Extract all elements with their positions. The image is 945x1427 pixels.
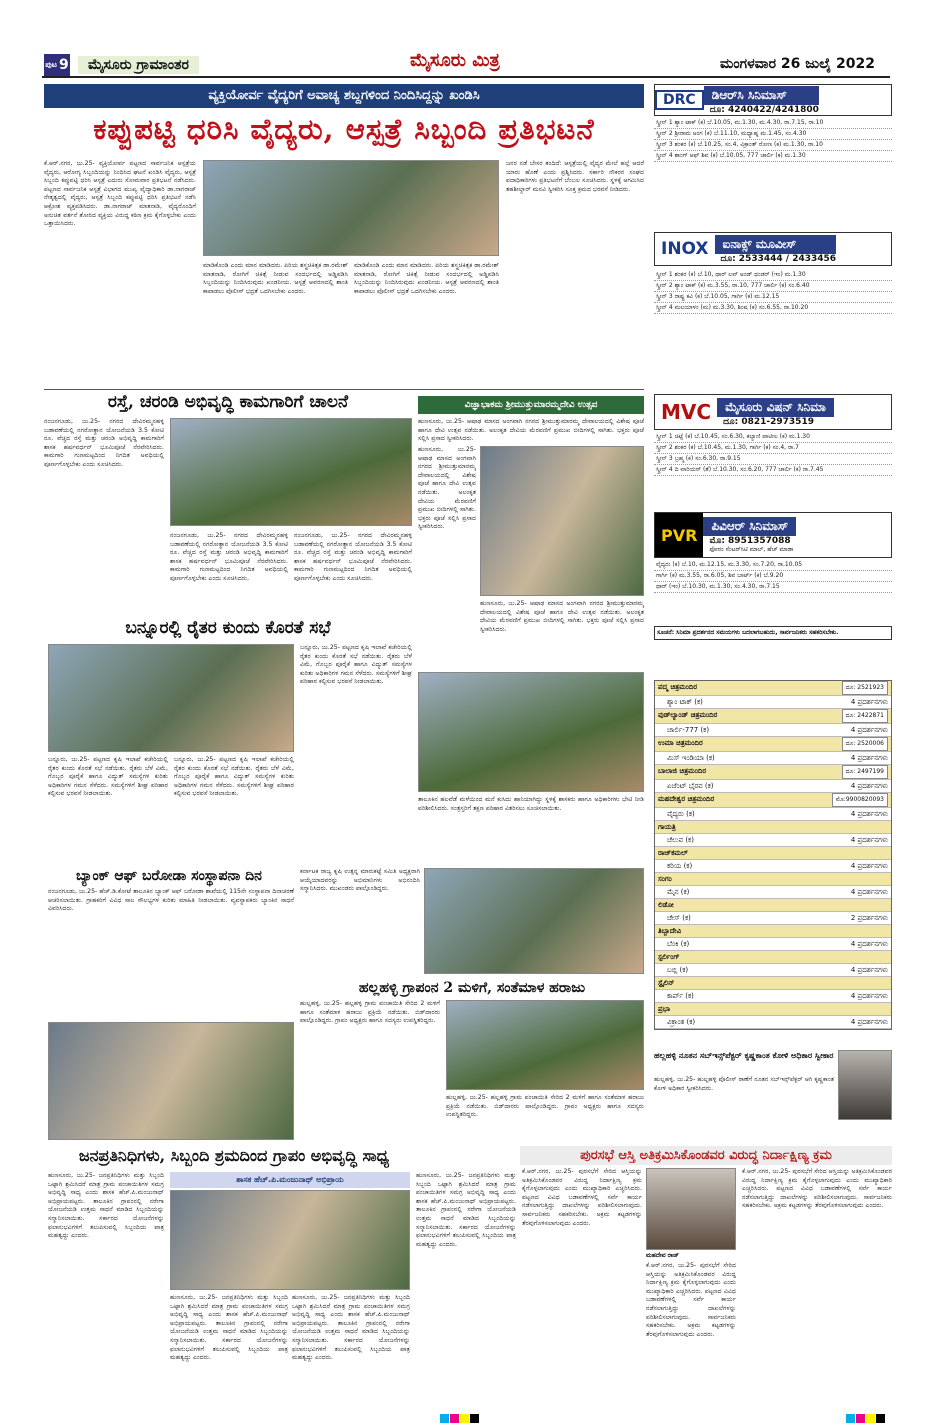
page-number: 9: [59, 57, 69, 73]
utsava-headline: ವಿಜ್ಞಾಭಾಕಮ ಶ್ರೀಮುತ್ತುಮಾರಮ್ಮದೇವಿ ಉತ್ಸವ: [418, 396, 644, 414]
theatre-name-row: [655, 873, 891, 886]
hallahalli-body: ಹುಲ್ಲಹಳ್ಳಿ, ಜು.25- ಹಲ್ಲಹಳ್ಳಿ ಗ್ರಾಮ ಪಂಚಾಯಿತಿ ಸೇರಿದ 2 ಮಳಿಗೆ ಹಾಗೂ ಸಂತೆಮಾಳ ಹರಾಜು ಪ್ರಕ್ರಿಯೆ ನಡೆಯಿತು. ಬಿಡ್‌ದಾರರು ಪಾಲ್ಗೊಂಡಿದ್ದರು. ಗ್ರಾಪಂ ಅಧ್ಯಕ್ಷರು ಹಾಗೂ ಸದಸ್ಯರು ಉಪಸ್ಥಿತರಿದ್ದರು.: [300, 1000, 440, 1025]
drc-cinema-header: [654, 84, 892, 116]
inox-cinema-header: [654, 232, 892, 266]
theatre-name: ಲಿಡೋ: [658, 901, 674, 909]
screen-row: ಥಾರ್ (ಇಂ) ಬೆ.10.30, ಮ.1.30, ಸಂ.4.30, ರಾ.7.15: [654, 582, 892, 593]
theatre-film-row: [655, 752, 891, 765]
theatre-shows: 4 ಪ್ರದರ್ಶನಗಳು: [850, 966, 888, 974]
hallahalli-body-2: ಹುಲ್ಲಹಳ್ಳಿ, ಜು.25- ಹಲ್ಲಹಳ್ಳಿ ಗ್ರಾಮ ಪಂಚಾಯಿತಿ ಸೇರಿದ 2 ಮಳಿಗೆ ಹಾಗೂ ಸಂತೆಮಾಳ ಹರಾಜು ಪ್ರಕ್ರಿಯೆ ನಡೆಯಿತು. ಬಿಡ್‌ದಾರರು ಪಾಲ್ಗೊಂಡಿದ್ದರು. ಗ್ರಾಪಂ ಅಧ್ಯಕ್ಷರು ಹಾಗೂ ಸದಸ್ಯರು ಉಪಸ್ಥಿತರಿದ್ದರು.: [446, 1094, 644, 1119]
hallahalli-headline: ಹಲ್ಲಹಳ್ಳಿ ಗ್ರಾಪಂನ 2 ಮಳಿಗೆ, ಸಂತೆಮಾಳ ಹರಾಜು: [358, 980, 586, 996]
theatre-film-row: [655, 724, 891, 737]
rain-photo: [418, 672, 644, 792]
encroach-body-2: ಕೆ.ಆರ್.ನಗರ, ಜು.25- ಪುರಸಭೆಗೆ ಸೇರಿದ ಆಸ್ತಿಯನ್ನು ಅತಿಕ್ರಮಿಸಿಕೊಂಡವರ ವಿರುದ್ಧ ನಿರ್ದಾಕ್ಷಿಣ್ಯ ಕ್ರಮ ಕೈಗೊಳ್ಳಲಾಗುವುದು ಎಂದು ಮುಖ್ಯಾಧಿಕಾರಿ ಎಚ್ಚರಿಸಿದರು. ಪಟ್ಟಣದ ವಿವಿಧ ಬಡಾವಣೆಗಳಲ್ಲಿ ಸರ್ವೆ ಕಾರ್ಯ ನಡೆಸಲಾಗುತ್ತಿದ್ದು ದಾಖಲೆಗಳನ್ನು ಪರಿಶೀಲಿಸಲಾಗುವುದು. ಸಾರ್ವಜನಿಕರು ಸಹಕರಿಸಬೇಕು. ಅಕ್ರಮ ಕಟ್ಟಡಗಳನ್ನು ತೆರವುಗೊಳಿಸಲಾಗುವುದು ಎಂದರು.: [646, 1262, 736, 1338]
theatre-name-row: [655, 1003, 891, 1016]
lead-photo: [203, 160, 499, 256]
theatre-film: ಬೆಂಕಿ (ಕ): [667, 940, 690, 948]
lead-headline: ಕಪ್ಪುಪಟ್ಟಿ ಧರಿಸಿ ವೈದ್ಯರು, ಆಸ್ಪತ್ರೆ ಸಿಬ್ಬಂದಿ ಪ್ರತಿಭಟನೆ: [93, 112, 595, 146]
theatre-name-row: [655, 793, 891, 808]
inox-name: ಐನಾಕ್ಸ್ ಮೂವೀಸ್: [715, 235, 837, 254]
theatre-phone: ದೂ: 2422871: [842, 709, 888, 723]
page-number-box: [44, 54, 70, 76]
screen-row: ಸ್ಕ್ರೀನ್ 2 ಶ್ರೀರಾಮ ಅಂಗ (ಕ) ಬೆ.11.10, ಮಧ್ಯಾಹ್ನ ಮ.1.45, ಸಂ.4.30: [654, 129, 892, 140]
bank-headline: ಬ್ಯಾಂಕ್ ಆಫ್ ಬರೋಡಾ ಸಂಸ್ಥಾಪನಾ ದಿನ: [76, 868, 262, 884]
theatre-film: ಏಜೆಂಟ್ ಭೈರವ (ಕ): [667, 782, 714, 790]
inox-screens: [654, 270, 892, 314]
theatre-shows: 4 ಪ್ರದರ್ಶನಗಳು: [850, 992, 888, 1000]
theatre-film: ಚೇಸ್ (ಕ): [667, 914, 691, 922]
farmers-body-2: ಬನ್ನೂರು, ಜು.25- ಪಟ್ಟಣದ ಕೃಷಿ ಇಲಾಖೆ ಕಚೇರಿಯಲ್ಲಿ ರೈತರ ಕುಂದು ಕೊರತೆ ಸಭೆ ನಡೆಯಿತು. ರೈತರು ಬೆಳೆ ವಿಮೆ, ಗೊಬ್ಬರ ಪೂರೈಕೆ ಹಾಗೂ ವಿದ್ಯುತ್ ಸಮಸ್ಯೆಗಳ ಕುರಿತು ಅಧಿಕಾರಿಗಳ ಗಮನ ಸೆಳೆದರು. ಸಮಸ್ಯೆಗಳಿಗೆ ಶೀಘ್ರ ಪರಿಹಾರ ಕಲ್ಪಿಸುವ ಭರವಸೆ ನೀಡಲಾಯಿತು.: [174, 756, 294, 798]
date-line: ಮಂಗಳವಾರ 26 ಜುಲೈ 2022: [720, 56, 875, 72]
theatre-shows: 4 ಪ್ರದರ್ಶನಗಳು: [850, 726, 888, 734]
encroach-person-photo: [646, 1168, 736, 1250]
drc-name: ಡಿಆರ್‌ಸಿ ಸಿನಿಮಾಸ್: [704, 86, 819, 105]
screen-row: ಸ್ಕ್ರೀನ್ 2 ಶ್ಯಾಂ ಟಾಕ್ (ಕ) ಮ.3.55, ರಾ.10, 777 ಚಾರ್ಲಿ (ಕ) ಸಂ.6.40: [654, 281, 892, 292]
pvr-phone: ಮೊ: 8951357088: [709, 535, 791, 546]
theatre-shows: 4 ಪ್ರದರ್ಶನಗಳು: [850, 940, 888, 948]
print-color-bar: [440, 1408, 480, 1427]
road-body-3: ನಂಜನಗೂಡು, ಜು.25- ನಗರದ ದೇವಿರಮ್ಮನಹಳ್ಳಿ ಬಡಾವಣೆಯಲ್ಲಿ ನಗರೋತ್ಥಾನ ಯೋಜನೆಯಡಿ 3.5 ಕೋಟಿ ರೂ. ವೆಚ್ಚದ ರಸ್ತೆ ಮತ್ತು ಚರಂಡಿ ಅಭಿವೃದ್ಧಿ ಕಾಮಗಾರಿಗೆ ಶಾಸಕ ಹರ್ಷವರ್ಧನ್ ಭೂಮಿಪೂಜೆ ನೆರವೇರಿಸಿದರು. ಕಾಮಗಾರಿ ಗುಣಮಟ್ಟದಿಂದ ನಿಗದಿತ ಅವಧಿಯಲ್ಲಿ ಪೂರ್ಣಗೊಳ್ಳಬೇಕು ಎಂದು ಸೂಚಿಸಿದರು.: [294, 532, 412, 582]
pvr-address: ಫೋರಂ ಸೆಂಟರ್‌ಸಿಟಿ ಮಾಲ್, ಹೆಚ್ ಮಾಡಾ: [709, 545, 794, 553]
encroach-body-3: ಕೆ.ಆರ್.ನಗರ, ಜು.25- ಪುರಸಭೆಗೆ ಸೇರಿದ ಆಸ್ತಿಯನ್ನು ಅತಿಕ್ರಮಿಸಿಕೊಂಡವರ ವಿರುದ್ಧ ನಿರ್ದಾಕ್ಷಿಣ್ಯ ಕ್ರಮ ಕೈಗೊಳ್ಳಲಾಗುವುದು ಎಂದು ಮುಖ್ಯಾಧಿಕಾರಿ ಎಚ್ಚರಿಸಿದರು. ಪಟ್ಟಣದ ವಿವಿಧ ಬಡಾವಣೆಗಳಲ್ಲಿ ಸರ್ವೆ ಕಾರ್ಯ ನಡೆಸಲಾಗುತ್ತಿದ್ದು ದಾಖಲೆಗಳನ್ನು ಪರಿಶೀಲಿಸಲಾಗುವುದು. ಸಾರ್ವಜನಿಕರು ಸಹಕರಿಸಬೇಕು. ಅಕ್ರಮ ಕಟ್ಟಡಗಳನ್ನು ತೆರವುಗೊಳಿಸಲಾಗುವುದು ಎಂದರು.: [742, 1168, 892, 1210]
theatre-shows: 2 ಪ್ರದರ್ಶನಗಳು: [850, 914, 888, 922]
theatre-film-row: [655, 696, 891, 709]
public-rep-quote-banner: ಶಾಸಕ ಹೆಚ್.ಪಿ.ಮಂಜುನಾಥ್ ಅಭಿಪ್ರಾಯ: [170, 1172, 410, 1188]
public-rep-photo: [170, 1190, 410, 1290]
theatre-shows: 4 ಪ್ರದರ್ಶನಗಳು: [850, 698, 888, 706]
pvr-cinema-header: [654, 512, 892, 558]
page-label: ಪುಟ: [45, 60, 57, 69]
public-rep-body: ಹುಣಸೂರು, ಜು.25- ಜನಪ್ರತಿನಿಧಿಗಳು ಮತ್ತು ಸಿಬ್ಬಂದಿ ಒಟ್ಟಾಗಿ ಶ್ರಮಿಸಿದರೆ ಮಾತ್ರ ಗ್ರಾಮ ಪಂಚಾಯಿತಿಗಳ ಸಮಗ್ರ ಅಭಿವೃದ್ಧಿ ಸಾಧ್ಯ ಎಂದು ಶಾಸಕ ಹೆಚ್.ಪಿ.ಮಂಜುನಾಥ್ ಅಭಿಪ್ರಾಯಪಟ್ಟರು. ತಾಲೂಕಿನ ಗ್ರಾಪಂನಲ್ಲಿ ನರೇಗಾ ಯೋಜನೆಯಡಿ ಉತ್ತಮ ಸಾಧನೆ ಮಾಡಿದ ಸಿಬ್ಬಂದಿಯನ್ನು ಸನ್ಮಾನಿಸಲಾಯಿತು. ಸರ್ಕಾರದ ಯೋಜನೆಗಳನ್ನು ಫಲಾನುಭವಿಗಳಿಗೆ ತಲುಪಿಸುವಲ್ಲಿ ಸಿಬ್ಬಂದಿಯ ಪಾತ್ರ ಮಹತ್ವದ್ದು ಎಂದರು.: [48, 1172, 164, 1240]
theatre-film-row: [655, 780, 891, 793]
theatre-phone: ಮೊ:9900820093: [832, 793, 888, 807]
pvr-screens: [654, 560, 892, 593]
theatre-shows: 4 ಪ್ರದರ್ಶನಗಳು: [850, 862, 888, 870]
drc-logo: DRC: [655, 90, 704, 110]
theatre-name: ಬಾಲಾಜಿ ಚಿತ್ರಮಂದಿರ: [658, 767, 707, 775]
theatre-name-row: [655, 737, 891, 752]
theatre-name: ತಿಬ್ಬಾದೇವಿ: [658, 927, 682, 935]
encroach-headline: ಪುರಸಭೆ ಆಸ್ತಿ ಅತಿಕ್ರಮಿಸಿಕೊಂಡವರ ವಿರುದ್ಧ ನಿರ್ದಾಕ್ಷಿಣ್ಯ ಕ್ರಮ: [520, 1146, 892, 1165]
mvc-name: ಮೈಸೂರು ವಿಷನ್ ಸಿನಿಮಾ: [717, 398, 834, 417]
theatre-name: ಗಾಯತ್ರಿ: [658, 823, 676, 831]
lead-body-left: ಕೆ.ಆರ್.ನಗರ, ಜು.25- ವ್ಯಕ್ತಿಯೋರ್ವ ಪಟ್ಟಣದ ಸಾರ್ವಜನಿಕ ಆಸ್ಪತ್ರೆಯ ವೈದ್ಯರು, ಆರೋಗ್ಯ ಸಿಬ್ಬಂದಿಯನ್ನು ನಿಂದಿಸಿದ ಘಟನೆ ಖಂಡಿಸಿ ವೈದ್ಯರು, ಆಸ್ಪತ್ರೆ ಸಿಬ್ಬಂದಿ ಕಪ್ಪುಪಟ್ಟಿ ಧರಿಸಿ ಆಸ್ಪತ್ರೆ ಎದುರು ಸೋಮವಾರ ಪ್ರತಿಭಟನೆ ನಡೆಸಿದರು. ಪಟ್ಟಣದ ಸಾರ್ವಜನಿಕ ಆಸ್ಪತ್ರೆ ವಿಭಾಗದ ಮುಖ್ಯ ವೈದ್ಯಾಧಿಕಾರಿ ಡಾ.ನಾಗರಾಜ್ ನೇತೃತ್ವದಲ್ಲಿ ವೈದ್ಯರು, ಆಸ್ಪತ್ರೆ ಸಿಬ್ಬಂದಿ ಕಪ್ಪುಪಟ್ಟಿ ಧರಿಸಿ ಪ್ರತಿಭಟನೆ ನಡೆಸಿ ಆಕ್ರೋಶ ವ್ಯಕ್ತಪಡಿಸಿದರು. ಡಾ.ನಾಗರಾಜ್ ಮಾತನಾಡಿ, ವೈದ್ಯರೊಂದಿಗೆ ಅನುಚಿತ ವರ್ತನೆ ತೋರಿದ ವ್ಯಕ್ತಿಯ ವಿರುದ್ಧ ಕಠಿಣ ಕ್ರಮ ಕೈಗೊಳ್ಳಬೇಕು ಎಂದು ಒತ್ತಾಯಿಸಿದರು.: [44, 160, 196, 228]
mvc-screens: [654, 432, 892, 476]
theatre-name: ಸ್ಟರ್ಲಿಂಗ್: [658, 953, 680, 961]
lead-body-right: ಜನರ ನಡೆ ಬೇಸರ ತಂದಿದೆ: ಆಸ್ಪತ್ರೆಯಲ್ಲಿ ವೈದ್ಯರ ಮೇಲೆ ಹಲ್ಲೆ ಆದರೆ ಯಾರು ಹೊಣೆ ಎಂದು ಪ್ರಶ್ನಿಸಿದರು. ಸರ್ಕಾರಿ ನೌಕರರ ಸಂಘದ ಪದಾಧಿಕಾರಿಗಳು ಪ್ರತಿಭಟನೆಗೆ ಬೆಂಬಲ ಸೂಚಿಸಿದರು. ಸ್ಥಳಕ್ಕೆ ಆಗಮಿಸಿದ ತಹಶೀಲ್ದಾರ್ ಮನವಿ ಸ್ವೀಕರಿಸಿ ಸೂಕ್ತ ಕ್ರಮದ ಭರವಸೆ ನೀಡಿದರು.: [506, 160, 644, 193]
si-body: ಹುಲ್ಲಹಳ್ಳಿ, ಜು.25- ಹುಲ್ಲಹಳ್ಳಿ ಪೊಲೀಸ್ ಠಾಣೆಗೆ ನೂತನ ಸಬ್‌ಇನ್ಸ್‌ಪೆಕ್ಟರ್ ಆಗಿ ಕೃಷ್ಣಕಾಂತ ಕೋಳಿ ಅಧಿಕಾರ ಸ್ವೀಕರಿಸಿದರು.: [654, 1076, 834, 1092]
theatre-name-row: [655, 951, 891, 964]
screen-row: ಗಾರ್ಗಿ (ಕ) ಮ.3.55, ರಾ.6.05, ಶಿವ ಬಾರ್ಟ್ (ಕ) ಬೆ.9.20: [654, 571, 892, 582]
theatre-film: ವಿಕ್ರಾಂತ (ಕ): [667, 1018, 696, 1026]
theatre-film: ಚಾರ್ಲಿ-777 (ಕ): [667, 726, 710, 734]
pvr-name: ಪಿವಿಆರ್ ಸಿನಿಮಾಸ್: [703, 517, 796, 536]
theatre-shows: 4 ಪ್ರದರ್ಶನಗಳು: [850, 836, 888, 844]
farmers-photo: [48, 644, 294, 752]
theatre-name-row: [655, 925, 891, 938]
theatre-film-row: [655, 860, 891, 873]
rain-body: ತಾಲೂಕಿನ ಹಲವೆಡೆ ಮಳೆಯಿಂದ ಮನೆ ಕುಸಿದು ಹಾನಿಯಾಗಿದ್ದು ಸ್ಥಳಕ್ಕೆ ಶಾಸಕರು ಹಾಗೂ ಅಧಿಕಾರಿಗಳು ಭೇಟಿ ನೀಡಿ ಪರಿಶೀಲಿಸಿದರು. ಸಂತ್ರಸ್ತರಿಗೆ ತಕ್ಷಣ ಪರಿಹಾರ ವಿತರಿಸಲು ಸೂಚಿಸಲಾಯಿತು.: [418, 796, 644, 812]
screen-row: ಸ್ಕ್ರೀನ್ 4 ಶಾಂಗ್ ಆಫ್ ಶಿವ (ಕ) ಬೆ.10.05, 777 ಚಾರ್ಲಿ (ಕ) ಮ.1.30: [654, 151, 892, 162]
si-person-photo: [838, 1050, 892, 1120]
theatre-film-row: [655, 912, 891, 925]
mvc-phone: ದೂ: 0821-2973519: [723, 416, 814, 427]
screen-row: ವೈದ್ಯರು (ಕ) ಬೆ.10, ಮ.12.15, ಮ.3.30, ಸಂ.7.20, ರಾ.10.05: [654, 560, 892, 571]
theatre-shows: 4 ಪ್ರದರ್ಶನಗಳು: [850, 810, 888, 818]
utsava-body: ಹುಣಸೂರು, ಜು.25- ಆಷಾಢ ಮಾಸದ ಅಂಗವಾಗಿ ನಗರದ ಶ್ರೀಮುತ್ತುಮಾರಮ್ಮ ದೇವಾಲಯದಲ್ಲಿ ವಿಶೇಷ ಪೂಜೆ ಹಾಗೂ ದೇವಿ ಉತ್ಸವ ನಡೆಯಿತು. ಅಲಂಕೃತ ದೇವಿಯ ಮೆರವಣಿಗೆ ಪ್ರಮುಖ ಬೀದಿಗಳಲ್ಲಿ ಸಾಗಿತು. ಭಕ್ತರು ಪೂಜೆ ಸಲ್ಲಿಸಿ ಪ್ರಸಾದ ಸ್ವೀಕರಿಸಿದರು.: [418, 418, 644, 443]
screen-row: ಸ್ಕ್ರೀನ್ 2 ಶಂಕರ (ಕ) ಬೆ.10.45, ಮ.1.30, ಗಾರ್ಗಿ (ಕ) ಸಂ.4, ರಾ.7: [654, 443, 892, 454]
theatre-list: [654, 680, 892, 1030]
theatre-shows: 4 ಪ್ರದರ್ಶನಗಳು: [850, 888, 888, 896]
mvc-logo: MVC: [661, 400, 712, 424]
theatre-name-row: [655, 709, 891, 724]
theatre-film-row: [655, 938, 891, 951]
utsava-body-bottom: ಹುಣಸೂರು, ಜು.25- ಆಷಾಢ ಮಾಸದ ಅಂಗವಾಗಿ ನಗರದ ಶ್ರೀಮುತ್ತುಮಾರಮ್ಮ ದೇವಾಲಯದಲ್ಲಿ ವಿಶೇಷ ಪೂಜೆ ಹಾಗೂ ದೇವಿ ಉತ್ಸವ ನಡೆಯಿತು. ಅಲಂಕೃತ ದೇವಿಯ ಮೆರವಣಿಗೆ ಪ್ರಮುಖ ಬೀದಿಗಳಲ್ಲಿ ಸಾಗಿತು. ಭಕ್ತರು ಪೂಜೆ ಸಲ್ಲಿಸಿ ಪ್ರಸಾದ ಸ್ವೀಕರಿಸಿದರು.: [480, 600, 644, 633]
road-body: ನಂಜನಗೂಡು, ಜು.25- ನಗರದ ದೇವಿರಮ್ಮನಹಳ್ಳಿ ಬಡಾವಣೆಯಲ್ಲಿ ನಗರೋತ್ಥಾನ ಯೋಜನೆಯಡಿ 3.5 ಕೋಟಿ ರೂ. ವೆಚ್ಚದ ರಸ್ತೆ ಮತ್ತು ಚರಂಡಿ ಅಭಿವೃದ್ಧಿ ಕಾಮಗಾರಿಗೆ ಶಾಸಕ ಹರ್ಷವರ್ಧನ್ ಭೂಮಿಪೂಜೆ ನೆರವೇರಿಸಿದರು. ಕಾಮಗಾರಿ ಗುಣಮಟ್ಟದಿಂದ ನಿಗದಿತ ಅವಧಿಯಲ್ಲಿ ಪೂರ್ಣಗೊಳ್ಳಬೇಕು ಎಂದು ಸೂಚಿಸಿದರು.: [44, 418, 164, 468]
public-rep-body-4: ಹುಣಸೂರು, ಜು.25- ಜನಪ್ರತಿನಿಧಿಗಳು ಮತ್ತು ಸಿಬ್ಬಂದಿ ಒಟ್ಟಾಗಿ ಶ್ರಮಿಸಿದರೆ ಮಾತ್ರ ಗ್ರಾಮ ಪಂಚಾಯಿತಿಗಳ ಸಮಗ್ರ ಅಭಿವೃದ್ಧಿ ಸಾಧ್ಯ ಎಂದು ಶಾಸಕ ಹೆಚ್.ಪಿ.ಮಂಜುನಾಥ್ ಅಭಿಪ್ರಾಯಪಟ್ಟರು. ತಾಲೂಕಿನ ಗ್ರಾಪಂನಲ್ಲಿ ನರೇಗಾ ಯೋಜನೆಯಡಿ ಉತ್ತಮ ಸಾಧನೆ ಮಾಡಿದ ಸಿಬ್ಬಂದಿಯನ್ನು ಸನ್ಮಾನಿಸಲಾಯಿತು. ಸರ್ಕಾರದ ಯೋಜನೆಗಳನ್ನು ಫಲಾನುಭವಿಗಳಿಗೆ ತಲುಪಿಸುವಲ್ಲಿ ಸಿಬ್ಬಂದಿಯ ಪಾತ್ರ ಮಹತ್ವದ್ದು ಎಂದರು.: [416, 1172, 516, 1248]
theatre-film-row: [655, 808, 891, 821]
theatre-shows: 4 ಪ್ರದರ್ಶನಗಳು: [850, 754, 888, 762]
theatre-film-row: [655, 990, 891, 1003]
pvr-logo: PVR: [655, 513, 703, 557]
theatre-film: ಕರಿಯ (ಕ): [667, 862, 693, 870]
theatre-film: ಕಾರ್ಪ್ (ಕ): [667, 992, 694, 1000]
screen-row: ಸ್ಕ್ರೀನ್ 3 ಬ್ರಹ್ಮ (ಕ) ಸಂ.6.30, ರಾ.9.15: [654, 454, 892, 465]
theatre-name-row: [655, 899, 891, 912]
divider: [44, 389, 644, 390]
drc-screens: [654, 118, 892, 162]
road-headline: ರಸ್ತೆ, ಚರಂಡಿ ಅಭಿವೃದ್ಧಿ ಕಾಮಗಾರಿಗೆ ಚಾಲನೆ: [107, 392, 349, 412]
theatre-phone: ದೂ: 2497199: [842, 765, 888, 779]
section-title: ಮೈಸೂರು ಗ್ರಾಮಾಂತರ: [78, 56, 199, 74]
farmers-body-right: ಬನ್ನೂರು, ಜು.25- ಪಟ್ಟಣದ ಕೃಷಿ ಇಲಾಖೆ ಕಚೇರಿಯಲ್ಲಿ ರೈತರ ಕುಂದು ಕೊರತೆ ಸಭೆ ನಡೆಯಿತು. ರೈತರು ಬೆಳೆ ವಿಮೆ, ಗೊಬ್ಬರ ಪೂರೈಕೆ ಹಾಗೂ ವಿದ್ಯುತ್ ಸಮಸ್ಯೆಗಳ ಕುರಿತು ಅಧಿಕಾರಿಗಳ ಗಮನ ಸೆಳೆದರು. ಸಮಸ್ಯೆಗಳಿಗೆ ಶೀಘ್ರ ಪರಿಹಾರ ಕಲ್ಪಿಸುವ ಭರವಸೆ ನೀಡಲಾಯಿತು.: [300, 644, 412, 686]
screen-row: ಸ್ಕ್ರೀನ್ 4 ದಿ ವಾರಿಯರ್ (ತೆ) ಬೆ.10.30, ಸಂ.6.20, 777 ಚಾರ್ಲಿ (ಕ) ರಾ.7.45: [654, 465, 892, 476]
lead-body-mid-2: ಮಾಡಿಕೊಂಡಿ ಎಂದು ಮಾನ ಮಾಡಿದರು. ಪಿರಿಯ ಶಸ್ತ್ರಚಿಕಿತ್ಸಕ ಡಾ.ರಮೇಶ್ ಮಾತನಾಡಿ, ರೋಗಿಗೆ ಚಿಕಿತ್ಸೆ ನೀಡುವ ಸಂದರ್ಭದಲ್ಲಿ ಅಡ್ಡಿಪಡಿಸಿ ಸಿಬ್ಬಂದಿಯನ್ನು ನಿಂದಿಸಿರುವುದು ಖಂಡನೀಯ. ಆಸ್ಪತ್ರೆ ಆವರಣದಲ್ಲಿ ಶಾಂತಿ ಕಾಪಾಡಲು ಪೊಲೀಸ್ ಭದ್ರತೆ ಒದಗಿಸಬೇಕು ಎಂದರು.: [354, 262, 499, 295]
encroach-body: ಕೆ.ಆರ್.ನಗರ, ಜು.25- ಪುರಸಭೆಗೆ ಸೇರಿದ ಆಸ್ತಿಯನ್ನು ಅತಿಕ್ರಮಿಸಿಕೊಂಡವರ ವಿರುದ್ಧ ನಿರ್ದಾಕ್ಷಿಣ್ಯ ಕ್ರಮ ಕೈಗೊಳ್ಳಲಾಗುವುದು ಎಂದು ಮುಖ್ಯಾಧಿಕಾರಿ ಎಚ್ಚರಿಸಿದರು. ಪಟ್ಟಣದ ವಿವಿಧ ಬಡಾವಣೆಗಳಲ್ಲಿ ಸರ್ವೆ ಕಾರ್ಯ ನಡೆಸಲಾಗುತ್ತಿದ್ದು ದಾಖಲೆಗಳನ್ನು ಪರಿಶೀಲಿಸಲಾಗುವುದು. ಸಾರ್ವಜನಿಕರು ಸಹಕರಿಸಬೇಕು. ಅಕ್ರಮ ಕಟ್ಟಡಗಳನ್ನು ತೆರವುಗೊಳಿಸಲಾಗುವುದು ಎಂದರು.: [522, 1168, 642, 1227]
theatre-film-row: [655, 1016, 891, 1029]
paper-name: ಮೈಸೂರು ಮಿತ್ರ: [410, 50, 500, 71]
farmers-body: ಬನ್ನೂರು, ಜು.25- ಪಟ್ಟಣದ ಕೃಷಿ ಇಲಾಖೆ ಕಚೇರಿಯಲ್ಲಿ ರೈತರ ಕುಂದು ಕೊರತೆ ಸಭೆ ನಡೆಯಿತು. ರೈತರು ಬೆಳೆ ವಿಮೆ, ಗೊಬ್ಬರ ಪೂರೈಕೆ ಹಾಗೂ ವಿದ್ಯುತ್ ಸಮಸ್ಯೆಗಳ ಕುರಿತು ಅಧಿಕಾರಿಗಳ ಗಮನ ಸೆಳೆದರು. ಸಮಸ್ಯೆಗಳಿಗೆ ಶೀಘ್ರ ಪರಿಹಾರ ಕಲ್ಪಿಸುವ ಭರವಸೆ ನೀಡಲಾಯಿತು.: [48, 756, 168, 798]
theatre-phone: ದೂ: 2520006: [842, 737, 888, 751]
screen-row: ಸ್ಕ್ರೀನ್ 1 ಶಂಕರ (ಕ) ಬೆ.10, ಥಾರ್ ಲವ್ ಅಂಡ್ ಥಂಡರ್ (ಇಂ) ಮ.1.30: [654, 270, 892, 281]
theatre-name-row: [655, 821, 891, 834]
theatre-name: ವುಡ್‌ಲ್ಯಾಂಡ್ ಚಿತ್ರಮಂದಿರ: [658, 711, 718, 719]
theatre-film: ಮೈನ (ಕ): [667, 888, 690, 896]
theatre-name: ಉಮಾ ಚಿತ್ರಮಂದಿರ: [658, 739, 703, 747]
public-rep-body-3: ಹುಣಸೂರು, ಜು.25- ಜನಪ್ರತಿನಿಧಿಗಳು ಮತ್ತು ಸಿಬ್ಬಂದಿ ಒಟ್ಟಾಗಿ ಶ್ರಮಿಸಿದರೆ ಮಾತ್ರ ಗ್ರಾಮ ಪಂಚಾಯಿತಿಗಳ ಸಮಗ್ರ ಅಭಿವೃದ್ಧಿ ಸಾಧ್ಯ ಎಂದು ಶಾಸಕ ಹೆಚ್.ಪಿ.ಮಂಜುನಾಥ್ ಅಭಿಪ್ರಾಯಪಟ್ಟರು. ತಾಲೂಕಿನ ಗ್ರಾಪಂನಲ್ಲಿ ನರೇಗಾ ಯೋಜನೆಯಡಿ ಉತ್ತಮ ಸಾಧನೆ ಮಾಡಿದ ಸಿಬ್ಬಂದಿಯನ್ನು ಸನ್ಮಾನಿಸಲಾಯಿತು. ಸರ್ಕಾರದ ಯೋಜನೆಗಳನ್ನು ಫಲಾನುಭವಿಗಳಿಗೆ ತಲುಪಿಸುವಲ್ಲಿ ಸಿಬ್ಬಂದಿಯ ಪಾತ್ರ ಮಹತ್ವದ್ದು ಎಂದರು.: [292, 1294, 410, 1362]
theatre-film: ಚೆಲುವ (ಕ): [667, 836, 694, 844]
theatre-name-row: [655, 847, 891, 860]
theatre-film-row: [655, 834, 891, 847]
screen-row: ಸ್ಕ್ರೀನ್ 3 ರಾಷ್ಟ್ರ ಕವಿ (ಕ) ಬೆ.10.05, ಗಾರ್ಗಿ (ಕ) ಮ.12.15: [654, 292, 892, 303]
theatre-name: ಮಹದೇಶ್ವರ ಚಿತ್ರಮಂದಿರ: [658, 795, 715, 803]
felicitation-body: ಕರ್ನಾಟಕ ರಾಜ್ಯ ಕೃಷಿ ಉತ್ಪನ್ನ ಮಾರುಕಟ್ಟೆ ಸಮಿತಿ ಅಧ್ಯಕ್ಷರಾಗಿ ಆಯ್ಕೆಯಾದವರನ್ನು ಅಭಿಮಾನಿಗಳು ಅಭಿನಂದಿಸಿ ಸನ್ಮಾನಿಸಿದರು. ಮುಖಂಡರು ಪಾಲ್ಗೊಂಡಿದ್ದರು.: [300, 868, 420, 893]
theatre-name-row: [655, 765, 891, 780]
theatre-film: ಶ್ಯಾಂ ಟಾಕ್ (ಕ): [667, 698, 703, 706]
mvc-cinema-header: [654, 394, 892, 430]
theatre-name: ಪ್ರಭಾ: [658, 1005, 671, 1013]
theatre-name-row: [655, 977, 891, 990]
theatre-name-row: [655, 681, 891, 696]
theatre-film: ಬಬ್ಲಿ (ಕ): [667, 966, 689, 974]
bank-photo: [48, 1022, 294, 1140]
road-body-2: ನಂಜನಗೂಡು, ಜು.25- ನಗರದ ದೇವಿರಮ್ಮನಹಳ್ಳಿ ಬಡಾವಣೆಯಲ್ಲಿ ನಗರೋತ್ಥಾನ ಯೋಜನೆಯಡಿ 3.5 ಕೋಟಿ ರೂ. ವೆಚ್ಚದ ರಸ್ತೆ ಮತ್ತು ಚರಂಡಿ ಅಭಿವೃದ್ಧಿ ಕಾಮಗಾರಿಗೆ ಶಾಸಕ ಹರ್ಷವರ್ಧನ್ ಭೂಮಿಪೂಜೆ ನೆರವೇರಿಸಿದರು. ಕಾಮಗಾರಿ ಗುಣಮಟ್ಟದಿಂದ ನಿಗದಿತ ಅವಧಿಯಲ್ಲಿ ಪೂರ್ಣಗೊಳ್ಳಬೇಕು ಎಂದು ಸೂಚಿಸಿದರು.: [170, 532, 288, 582]
felicitation-photo: [424, 868, 644, 974]
hallahalli-photo: [446, 1000, 644, 1090]
theatre-name: ರಾಜ್‌ಕಮಲ್: [658, 849, 688, 857]
encroach-caption: ಮಹದೇವ ರಾಜ್: [646, 1252, 679, 1259]
bank-body: ನಂಜನಗೂಡು, ಜು.25- ಹೆಚ್.ಡಿ.ಕೋಟೆ ತಾಲೂಕಿನ ಬ್ಯಾಂಕ್ ಆಫ್ ಬರೋಡಾ ಶಾಖೆಯಲ್ಲಿ 115ನೇ ಸಂಸ್ಥಾಪನಾ ದಿನಾಚರಣೆ ಆಚರಿಸಲಾಯಿತು. ಗ್ರಾಹಕರಿಗೆ ವಿವಿಧ ಸಾಲ ಸೌಲಭ್ಯಗಳ ಕುರಿತು ಮಾಹಿತಿ ನೀಡಲಾಯಿತು. ವ್ಯವಸ್ಥಾಪಕರು ಬ್ಯಾಂಕಿನ ಸಾಧನೆ ವಿವರಿಸಿದರು.: [48, 888, 294, 913]
utsava-photo: [480, 446, 644, 596]
utsava-body-side: ಹುಣಸೂರು, ಜು.25- ಆಷಾಢ ಮಾಸದ ಅಂಗವಾಗಿ ನಗರದ ಶ್ರೀಮುತ್ತುಮಾರಮ್ಮ ದೇವಾಲಯದಲ್ಲಿ ವಿಶೇಷ ಪೂಜೆ ಹಾಗೂ ದೇವಿ ಉತ್ಸವ ನಡೆಯಿತು. ಅಲಂಕೃತ ದೇವಿಯ ಮೆರವಣಿಗೆ ಪ್ರಮುಖ ಬೀದಿಗಳಲ್ಲಿ ಸಾಗಿತು. ಭಕ್ತರು ಪೂಜೆ ಸಲ್ಲಿಸಿ ಪ್ರಸಾದ ಸ್ವೀಕರಿಸಿದರು.: [418, 446, 476, 531]
theatre-name: ಸ್ಟೈಲಿನ್: [658, 979, 675, 987]
theatre-film: ವೈದ್ಯರು (ಕ): [667, 810, 695, 818]
lead-kicker: ವ್ಯಕ್ತಿಯೋರ್ವ ವೈದ್ಯರಿಗೆ ಅವಾಚ್ಯ ಶಬ್ದಗಳಿಂದ ನಿಂದಿಸಿದ್ದನ್ನು ಖಂಡಿಸಿ: [44, 84, 644, 108]
theatre-phone: ದೂ: 2521923: [842, 681, 888, 695]
screen-row: ಸ್ಕ್ರೀನ್ 1 ಚಿಟ್ಟೆ (ಕ) ಬೆ.10.45, ಸಂ.6.30, ಕಲ್ಯಾಣಿ ಪಾಟೀಲ (ಕ) ಮ.1.30: [654, 432, 892, 443]
theatre-name: ಪದ್ಮ ಚಿತ್ರಮಂದಿರ: [658, 683, 698, 691]
inox-logo: INOX: [661, 239, 709, 259]
theatre-shows: 4 ಪ್ರದರ್ಶನಗಳು: [850, 782, 888, 790]
inox-phone: ದೂ: 2533444 / 2433456: [720, 253, 837, 264]
lead-body-mid: ಮಾಡಿಕೊಂಡಿ ಎಂದು ಮಾನ ಮಾಡಿದರು. ಪಿರಿಯ ಶಸ್ತ್ರಚಿಕಿತ್ಸಕ ಡಾ.ರಮೇಶ್ ಮಾತನಾಡಿ, ರೋಗಿಗೆ ಚಿಕಿತ್ಸೆ ನೀಡುವ ಸಂದರ್ಭದಲ್ಲಿ ಅಡ್ಡಿಪಡಿಸಿ ಸಿಬ್ಬಂದಿಯನ್ನು ನಿಂದಿಸಿರುವುದು ಖಂಡನೀಯ. ಆಸ್ಪತ್ರೆ ಆವರಣದಲ್ಲಿ ಶಾಂತಿ ಕಾಪಾಡಲು ಪೊಲೀಸ್ ಭದ್ರತೆ ಒದಗಿಸಬೇಕು ಎಂದರು.: [203, 262, 348, 295]
public-rep-body-2: ಹುಣಸೂರು, ಜು.25- ಜನಪ್ರತಿನಿಧಿಗಳು ಮತ್ತು ಸಿಬ್ಬಂದಿ ಒಟ್ಟಾಗಿ ಶ್ರಮಿಸಿದರೆ ಮಾತ್ರ ಗ್ರಾಮ ಪಂಚಾಯಿತಿಗಳ ಸಮಗ್ರ ಅಭಿವೃದ್ಧಿ ಸಾಧ್ಯ ಎಂದು ಶಾಸಕ ಹೆಚ್.ಪಿ.ಮಂಜುನಾಥ್ ಅಭಿಪ್ರಾಯಪಟ್ಟರು. ತಾಲೂಕಿನ ಗ್ರಾಪಂನಲ್ಲಿ ನರೇಗಾ ಯೋಜನೆಯಡಿ ಉತ್ತಮ ಸಾಧನೆ ಮಾಡಿದ ಸಿಬ್ಬಂದಿಯನ್ನು ಸನ್ಮಾನಿಸಲಾಯಿತು. ಸರ್ಕಾರದ ಯೋಜನೆಗಳನ್ನು ಫಲಾನುಭವಿಗಳಿಗೆ ತಲುಪಿಸುವಲ್ಲಿ ಸಿಬ್ಬಂದಿಯ ಪಾತ್ರ ಮಹತ್ವದ್ದು ಎಂದರು.: [170, 1294, 288, 1362]
screen-row: ಸ್ಕ್ರೀನ್ 4 ಮಲಯಾಳಂ (ಮ) ಮ.3.30, ಶಿಂಷ (ಕ) ಸಂ.6.55, ರಾ.10.20: [654, 303, 892, 314]
farmers-headline: ಬನ್ನೂರಲ್ಲಿ ರೈತರ ಕುಂದು ಕೊರತೆ ಸಭೆ: [125, 618, 331, 638]
public-rep-headline: ಜನಪ್ರತಿನಿಧಿಗಳು, ಸಿಬ್ಬಂದಿ ಶ್ರಮದಿಂದ ಗ್ರಾಪಂ ಅಭಿವೃದ್ಧಿ ಸಾಧ್ಯ: [78, 1146, 390, 1165]
theatre-film-row: [655, 886, 891, 899]
print-color-bar-right: [846, 1408, 886, 1427]
theatre-film: ಮಿಸ್ ಇಂಡಿಯಾ (ಕ): [667, 754, 715, 762]
road-photo: [170, 418, 412, 526]
theatre-film-row: [655, 964, 891, 977]
pvr-note: ಸೂಚನೆ: ಸಿನಿಮಾ ಪ್ರದರ್ಶನದ ಸಮಯಗಳು ಬದಲಾಗಬಹುದು, ಸಾರ್ವಜನಿಕರು ಸಹಕರಿಸಬೇಕು.: [654, 626, 892, 640]
si-headline: ಹಲ್ಲಹಳ್ಳಿ ನೂತನ ಸಬ್‌ಇನ್ಸ್‌ಪೆಕ್ಟರ್ ಕೃಷ್ಣಕಾಂತ ಕೋಳಿ ಅಧಿಕಾರ ಸ್ವೀಕಾರ: [654, 1051, 834, 1060]
drc-phone: ದೂ: 4240422/4241800: [709, 104, 819, 115]
theatre-name: ಸಂಗಂ: [658, 875, 672, 883]
theatre-shows: 4 ಪ್ರದರ್ಶನಗಳು: [850, 1018, 888, 1026]
screen-row: ಸ್ಕ್ರೀನ್ 3 ಶಂಕರ (ಕ) ಬೆ.10.25, ಸಂ.4, ವಿಕ್ರಾಂತ್ ರೋಣ (ಕ) ಮ.1.30, ರಾ.10: [654, 140, 892, 151]
screen-row: ಸ್ಕ್ರೀನ್ 1 ಶ್ಯಾಂ ಟಾಕ್ (ಕ) ಬೆ.10.05, ಮ.1.30, ಮ.4.30, ರಾ.7.15, ರಾ.10: [654, 118, 892, 129]
